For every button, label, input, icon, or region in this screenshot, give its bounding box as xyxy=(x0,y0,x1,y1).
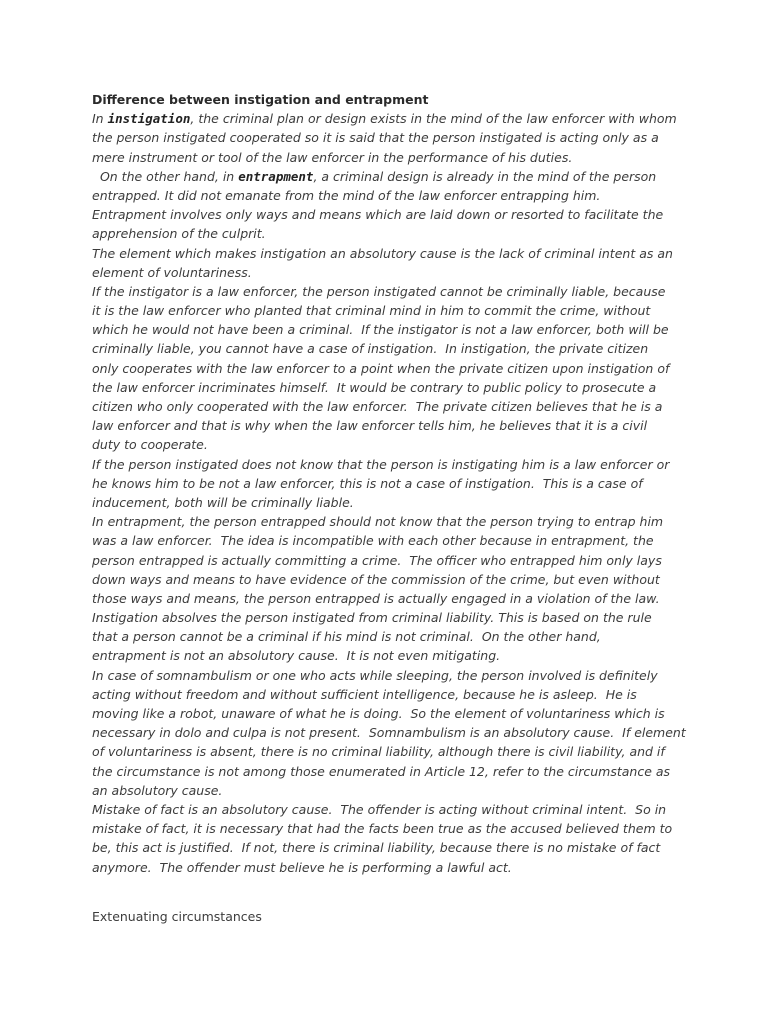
text-run: that a person cannot be a criminal if his mind is not criminal. On the other hand, xyxy=(92,629,601,645)
text-run: person entrapped is actually committing a crime. The officer who entrapped him only lays xyxy=(92,552,662,568)
text-run: apprehension of the culprit. xyxy=(92,226,266,242)
text-line xyxy=(92,167,682,186)
document-title: Difference between instigation and entrapment xyxy=(92,92,429,107)
text-line xyxy=(92,378,682,397)
text-line xyxy=(92,589,682,608)
text-run: , a criminal design is already in the mind of the person xyxy=(313,168,657,184)
text-line xyxy=(92,224,682,243)
text-line xyxy=(92,512,682,531)
text-run: down ways and means to have evidence of the commission of the crime, but even without xyxy=(92,571,660,587)
text-run: entrapment is not an absolutory cause. It is not even mitigating. xyxy=(92,648,501,664)
text-run: of voluntariness is absent, there is no criminal liability, although there is civil liability, and if xyxy=(92,744,665,760)
bold-term: instigation xyxy=(107,111,191,127)
text-run: it is the law enforcer who planted that criminal mind in him to commit the crime, without xyxy=(92,303,651,319)
text-run: citizen who only cooperated with the law enforcer. The private citizen believes that he is a xyxy=(92,399,663,415)
text-line xyxy=(92,685,682,704)
text-line xyxy=(92,205,682,224)
text-run: Mistake of fact is an absolutory cause. The offender is acting without criminal intent. So in xyxy=(92,801,667,817)
text-run: necessary in dolo and culpa is not present. Somnambulism is an absolutory cause. If element xyxy=(92,725,686,741)
text-run: the person instigated cooperated so it is said that the person instigated is acting only as a xyxy=(92,130,659,146)
text-line xyxy=(92,742,682,761)
text-run: moving like a robot, unaware of what he is doing. So the element of voluntariness which is xyxy=(92,706,665,722)
text-run: Entrapment involves only ways and means which are laid down or resorted to facilitate the xyxy=(92,207,664,223)
text-line xyxy=(92,531,682,550)
section-heading-extenuating: Extenuating circumstances xyxy=(92,909,262,924)
text-line xyxy=(92,570,682,589)
text-line xyxy=(92,819,682,838)
text-line xyxy=(92,359,682,378)
text-run: the circumstance is not among those enumerated in Article 12, refer to the circumstance as xyxy=(92,763,671,779)
text-line xyxy=(92,128,682,147)
paragraph-lines xyxy=(92,109,686,877)
text-run: In case of somnambulism or one who acts while sleeping, the person involved is definitely xyxy=(92,667,658,683)
text-line xyxy=(92,435,682,454)
text-line xyxy=(92,493,682,512)
text-run: , the criminal plan or design exists in the mind of the law enforcer with whom xyxy=(190,111,677,127)
text-line xyxy=(92,282,682,301)
text-line xyxy=(92,762,682,781)
text-line xyxy=(92,627,682,646)
text-line xyxy=(92,646,682,665)
text-run: which he would not have been a criminal. If the instigator is not a law enforcer, both will be xyxy=(92,322,669,338)
text-line xyxy=(92,397,682,416)
text-line xyxy=(92,474,682,493)
text-line xyxy=(92,244,682,263)
text-line xyxy=(92,781,682,800)
text-run: If the instigator is a law enforcer, the person instigated cannot be criminally liable, because xyxy=(92,283,666,299)
text-run: was a law enforcer. The idea is incompatible with each other because in entrapment, the xyxy=(92,533,654,549)
text-line xyxy=(92,339,682,358)
text-line xyxy=(92,723,686,742)
text-run: entrapped. It did not emanate from the mind of the law enforcer entrapping him. xyxy=(92,187,601,203)
text-run: mere instrument or tool of the law enforcer in the performance of his duties. xyxy=(92,149,573,165)
text-run: Instigation absolves the person instigated from criminal liability. This is based on the rule xyxy=(92,610,652,626)
text-line xyxy=(92,320,682,339)
text-line xyxy=(92,858,682,877)
text-run: those ways and means, the person entrapped is actually engaged in a violation of the law. xyxy=(92,590,660,606)
text-run: be, this act is justified. If not, there is criminal liability, because there is no mistake of fact xyxy=(92,840,661,856)
text-line xyxy=(92,416,682,435)
text-line xyxy=(92,186,682,205)
text-run: duty to cooperate. xyxy=(92,437,208,453)
text-run: anymore. The offender must believe he is performing a lawful act. xyxy=(92,859,512,875)
bold-term: entrapment xyxy=(238,168,314,184)
text-run: inducement, both will be criminally liable. xyxy=(92,494,354,510)
text-run: criminally liable, you cannot have a case of instigation. In instigation, the private citizen xyxy=(92,341,649,357)
text-line xyxy=(92,838,682,857)
text-run: If the person instigated does not know that the person is instigating him is a law enforcer or xyxy=(92,456,670,472)
text-run: In xyxy=(92,111,108,127)
text-run: The element which makes instigation an absolutory cause is the lack of criminal intent as an xyxy=(92,245,673,261)
document-body xyxy=(92,90,686,877)
text-line xyxy=(92,301,682,320)
text-run: law enforcer and that is why when the law enforcer tells him, he believes that it is a civil xyxy=(92,418,648,434)
text-run: element of voluntariness. xyxy=(92,264,252,280)
text-line xyxy=(92,109,682,128)
text-run: In entrapment, the person entrapped should not know that the person trying to entrap him xyxy=(92,514,664,530)
text-run: he knows him to be not a law enforcer, this is not a case of instigation. This is a case of xyxy=(92,475,643,491)
text-line xyxy=(92,455,682,474)
text-run: an absolutory cause. xyxy=(92,782,223,798)
text-run: mistake of fact, it is necessary that had the facts been true as the accused believed them to xyxy=(92,821,673,837)
text-line xyxy=(92,704,682,723)
text-line xyxy=(92,263,682,282)
text-line xyxy=(92,666,682,685)
text-line xyxy=(92,551,682,570)
text-line xyxy=(92,608,682,627)
text-line xyxy=(92,148,682,167)
text-run: acting without freedom and without sufficient intelligence, because he is asleep. He is xyxy=(92,686,637,702)
text-line xyxy=(92,800,682,819)
text-run: the law enforcer incriminates himself. It would be contrary to public policy to prosecute a xyxy=(92,379,657,395)
text-run: On the other hand, in xyxy=(92,168,239,184)
text-run: only cooperates with the law enforcer to a point when the private citizen upon instigation of xyxy=(92,360,670,376)
